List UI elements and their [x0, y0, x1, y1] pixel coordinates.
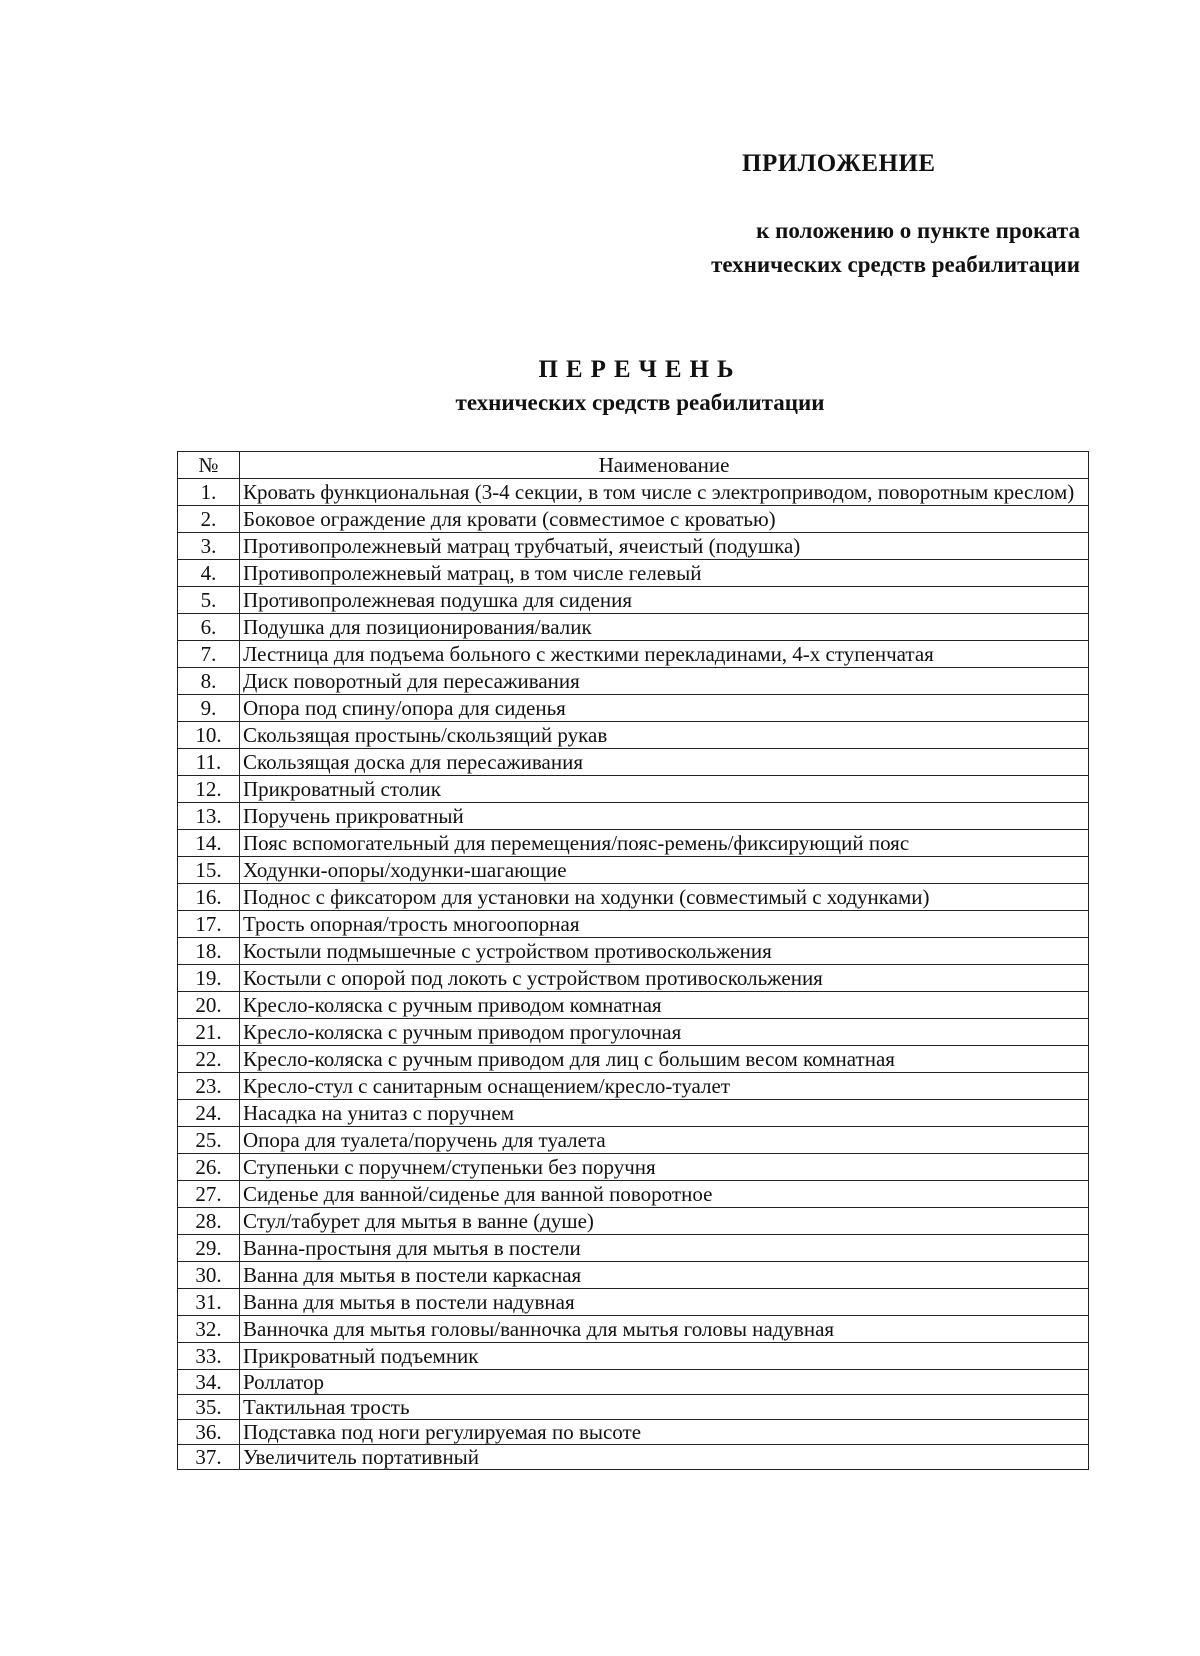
row-number: 9.	[178, 695, 240, 722]
row-number: 15.	[178, 857, 240, 884]
row-name: Ходунки-опоры/ходунки-шагающие	[240, 857, 1089, 884]
row-name: Поручень прикроватный	[240, 803, 1089, 830]
table-row	[178, 938, 1089, 965]
row-name: Подушка для позиционирования/валик	[240, 614, 1089, 641]
table-row	[178, 1262, 1089, 1289]
row-number: 26.	[178, 1154, 240, 1181]
row-number: 24.	[178, 1100, 240, 1127]
table-row	[178, 830, 1089, 857]
row-number: 4.	[178, 560, 240, 587]
row-name: Скользящая простынь/скользящий рукав	[240, 722, 1089, 749]
row-number: 16.	[178, 884, 240, 911]
row-name: Ступеньки с поручнем/ступеньки без поручня	[240, 1154, 1089, 1181]
row-number: 6.	[178, 614, 240, 641]
table-row	[178, 587, 1089, 614]
table-row	[178, 1208, 1089, 1235]
table-header-row	[178, 452, 1089, 479]
table-row	[178, 1235, 1089, 1262]
row-number: 19.	[178, 965, 240, 992]
table-row	[178, 1046, 1089, 1073]
row-number: 1.	[178, 479, 240, 506]
table-row	[178, 1100, 1089, 1127]
row-number: 33.	[178, 1343, 240, 1370]
row-name: Скользящая доска для пересаживания	[240, 749, 1089, 776]
appendix-title: ПРИЛОЖЕНИЕ	[742, 150, 936, 177]
table-row	[178, 1420, 1089, 1445]
row-number: 8.	[178, 668, 240, 695]
row-name: Трость опорная/трость многоопорная	[240, 911, 1089, 938]
table-row	[178, 857, 1089, 884]
row-name: Ванна для мытья в постели каркасная	[240, 1262, 1089, 1289]
table-row	[178, 1395, 1089, 1420]
table-body	[178, 479, 1089, 1470]
table-row	[178, 776, 1089, 803]
table-row	[178, 1127, 1089, 1154]
row-name: Ванночка для мытья головы/ванночка для мытья головы надувная	[240, 1316, 1089, 1343]
table-row	[178, 1289, 1089, 1316]
row-name: Костыли с опорой под локоть с устройством противоскольжения	[240, 965, 1089, 992]
table-row	[178, 533, 1089, 560]
appendix-subtitle	[620, 214, 1080, 282]
row-name: Кресло-коляска с ручным приводом для лиц с большим весом комнатная	[240, 1046, 1089, 1073]
row-number: 31.	[178, 1289, 240, 1316]
row-number: 23.	[178, 1073, 240, 1100]
table-row	[178, 1154, 1089, 1181]
row-name: Противопролежневый матрац трубчатый, ячеистый (подушка)	[240, 533, 1089, 560]
table-row	[178, 1181, 1089, 1208]
table-row	[178, 911, 1089, 938]
row-name: Стул/табурет для мытья в ванне (душе)	[240, 1208, 1089, 1235]
row-number: 34.	[178, 1370, 240, 1395]
column-header-name: Наименование	[240, 452, 1089, 479]
row-name: Ванна-простыня для мытья в постели	[240, 1235, 1089, 1262]
row-name: Противопролежневая подушка для сидения	[240, 587, 1089, 614]
table-row	[178, 668, 1089, 695]
row-name: Ванна для мытья в постели надувная	[240, 1289, 1089, 1316]
table-row	[178, 1445, 1089, 1470]
row-number: 37.	[178, 1445, 240, 1470]
row-number: 28.	[178, 1208, 240, 1235]
table-row	[178, 695, 1089, 722]
row-number: 13.	[178, 803, 240, 830]
table-row	[178, 1073, 1089, 1100]
row-number: 36.	[178, 1420, 240, 1445]
table-row	[178, 1370, 1089, 1395]
list-title: ПЕРЕЧЕНЬ	[538, 356, 742, 383]
row-number: 17.	[178, 911, 240, 938]
row-name: Боковое ограждение для кровати (совместимое с кроватью)	[240, 506, 1089, 533]
row-name: Прикроватный подъемник	[240, 1343, 1089, 1370]
table-row	[178, 614, 1089, 641]
row-number: 12.	[178, 776, 240, 803]
row-number: 22.	[178, 1046, 240, 1073]
table-row	[178, 884, 1089, 911]
table-row	[178, 506, 1089, 533]
row-number: 14.	[178, 830, 240, 857]
row-number: 25.	[178, 1127, 240, 1154]
row-name: Лестница для подъема больного с жесткими перекладинами, 4-х ступенчатая	[240, 641, 1089, 668]
row-number: 32.	[178, 1316, 240, 1343]
row-name: Противопролежневый матрац, в том числе гелевый	[240, 560, 1089, 587]
row-number: 18.	[178, 938, 240, 965]
row-number: 3.	[178, 533, 240, 560]
row-number: 27.	[178, 1181, 240, 1208]
row-name: Кресло-стул с санитарным оснащением/кресло-туалет	[240, 1073, 1089, 1100]
row-name: Кресло-коляска с ручным приводом комнатная	[240, 992, 1089, 1019]
row-name: Костыли подмышечные с устройством противоскольжения	[240, 938, 1089, 965]
table-row	[178, 560, 1089, 587]
table-row	[178, 641, 1089, 668]
row-name: Увеличитель портативный	[240, 1445, 1089, 1470]
table-row	[178, 992, 1089, 1019]
row-number: 5.	[178, 587, 240, 614]
row-name: Диск поворотный для пересаживания	[240, 668, 1089, 695]
row-number: 30.	[178, 1262, 240, 1289]
row-name: Подставка под ноги регулируемая по высоте	[240, 1420, 1089, 1445]
row-number: 7.	[178, 641, 240, 668]
appendix-subtitle-line-1: к положению о пункте проката	[756, 218, 1080, 243]
row-name: Пояс вспомогательный для перемещения/пояс-ремень/фиксирующий пояс	[240, 830, 1089, 857]
list-subtitle: технических средств реабилитации	[455, 390, 825, 415]
appendix-subtitle-line-2: технических средств реабилитации	[711, 252, 1080, 277]
table-row	[178, 749, 1089, 776]
row-number: 20.	[178, 992, 240, 1019]
row-name: Сиденье для ванной/сиденье для ванной поворотное	[240, 1181, 1089, 1208]
row-name: Поднос с фиксатором для установки на ходунки (совместимый с ходунками)	[240, 884, 1089, 911]
row-number: 21.	[178, 1019, 240, 1046]
table-row	[178, 1316, 1089, 1343]
table-row	[178, 803, 1089, 830]
row-name: Прикроватный столик	[240, 776, 1089, 803]
row-name: Опора под спину/опора для сиденья	[240, 695, 1089, 722]
row-name: Роллатор	[240, 1370, 1089, 1395]
row-number: 29.	[178, 1235, 240, 1262]
table-row	[178, 1343, 1089, 1370]
row-name: Кресло-коляска с ручным приводом прогулочная	[240, 1019, 1089, 1046]
table-row	[178, 1019, 1089, 1046]
table-row	[178, 722, 1089, 749]
table-row	[178, 479, 1089, 506]
row-number: 2.	[178, 506, 240, 533]
table-row	[178, 965, 1089, 992]
column-header-number: №	[178, 452, 240, 479]
row-name: Опора для туалета/поручень для туалета	[240, 1127, 1089, 1154]
row-name: Насадка на унитаз с поручнем	[240, 1100, 1089, 1127]
row-number: 35.	[178, 1395, 240, 1420]
row-number: 10.	[178, 722, 240, 749]
row-number: 11.	[178, 749, 240, 776]
row-name: Кровать функциональная (3-4 секции, в том числе с электроприводом, поворотным креслом)	[240, 479, 1089, 506]
items-table	[177, 451, 1089, 1470]
row-name: Тактильная трость	[240, 1395, 1089, 1420]
